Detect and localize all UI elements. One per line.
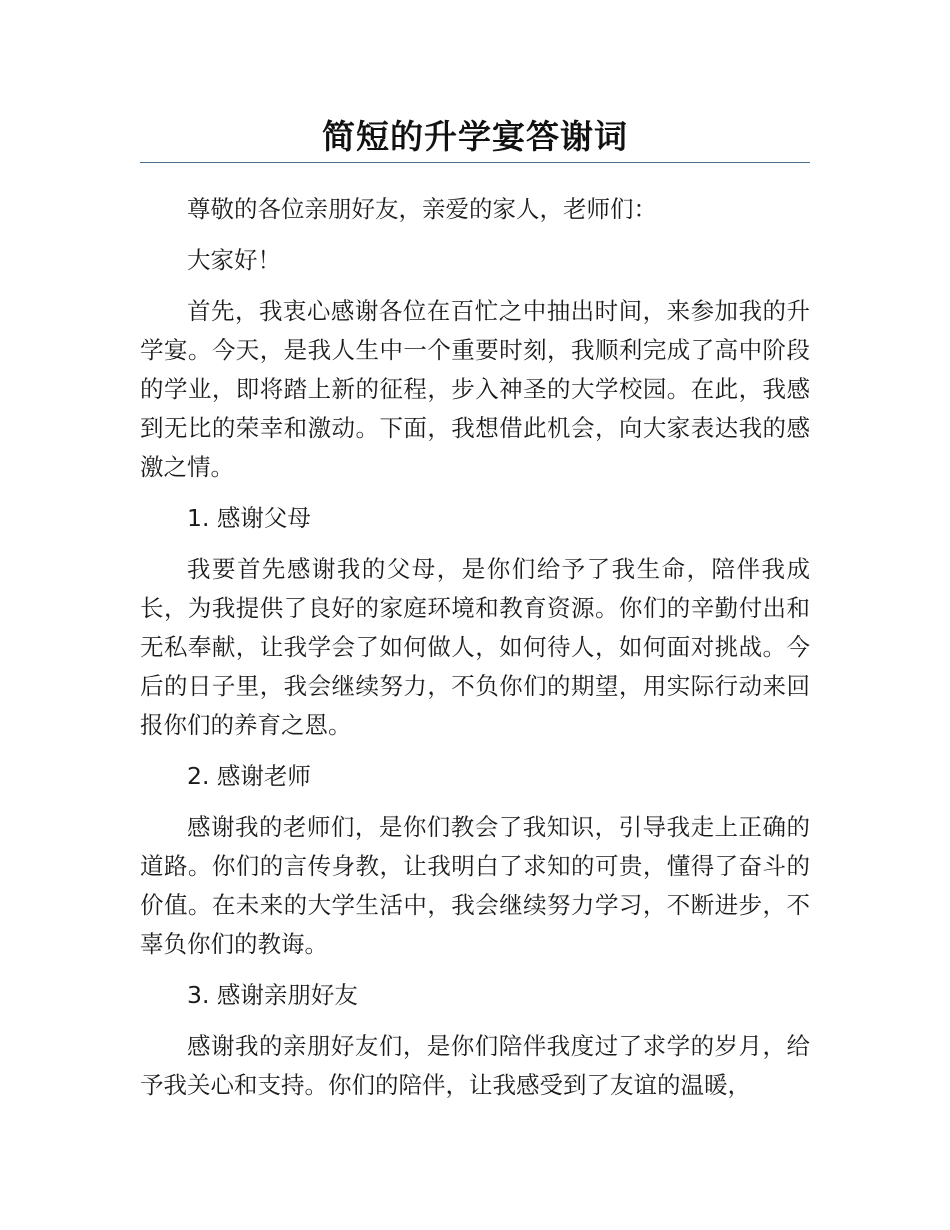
section-text-friends: 感谢我的亲朋好友们，是你们陪伴我度过了求学的岁月，给予我关心和支持。你们的陪伴，让我感受到了友谊的温暖， xyxy=(140,1032,810,1099)
section-text-teachers: 感谢我的老师们，是你们教会了我知识，引导我走上正确的道路。你们的言传身教，让我明白了求知的可贵，懂得了奋斗的价值。在未来的大学生活中，我会继续努力学习，不断进步，不辜负你们的教诲。 xyxy=(140,813,810,958)
document-title: 简短的升学宴答谢词 xyxy=(322,117,628,156)
section-heading-teachers: 2. 感谢老师 xyxy=(187,762,311,790)
document-body xyxy=(140,190,810,1117)
section-heading-parents: 1. 感谢父母 xyxy=(187,504,311,532)
document-page xyxy=(140,0,810,1230)
intro-paragraph: 首先，我衷心感谢各位在百忙之中抽出时间，来参加我的升学宴。今天，是我人生中一个重要时刻，我顺利完成了高中阶段的学业，即将踏上新的征程，步入神圣的大学校园。在此，我感到无比的荣幸和激动。下面，我想借此机会，向大家表达我的感激之情。 xyxy=(140,297,810,481)
section-heading-friends: 3. 感谢亲朋好友 xyxy=(187,981,358,1009)
greeting-paragraph: 尊敬的各位亲朋好友，亲爱的家人，老师们： xyxy=(187,195,657,223)
section-text-parents: 我要首先感谢我的父母，是你们给予了我生命，陪伴我成长，为我提供了良好的家庭环境和教育资源。你们的辛勤付出和无私奉献，让我学会了如何做人，如何待人，如何面对挑战。今后的日子里，我会继续努力，不负你们的期望，用实际行动来回报你们的养育之恩。 xyxy=(140,555,810,739)
title-underline xyxy=(140,162,810,163)
hello-paragraph: 大家好！ xyxy=(187,246,281,274)
